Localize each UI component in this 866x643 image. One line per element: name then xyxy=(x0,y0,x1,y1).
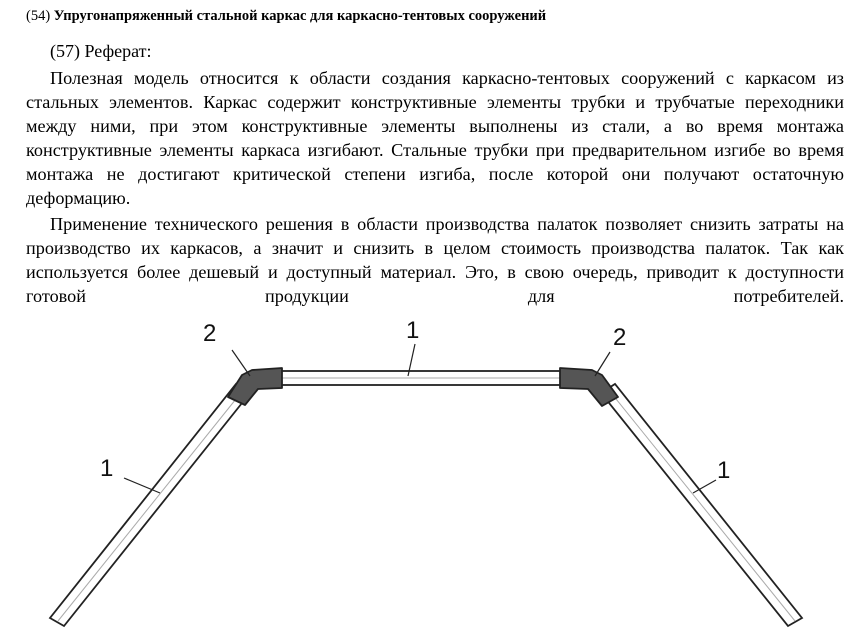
connector-right xyxy=(560,368,618,406)
label-connector-left: 2 xyxy=(203,320,217,347)
tube-left xyxy=(50,384,250,626)
header-title: Упругонапряженный стальной каркас для каркасно-тентовых сооружений xyxy=(53,8,547,24)
abstract-paragraph-1: Полезная модель относится к области создания каркасно-тентовых сооружений с каркасом из стальных элементов. Каркас содержит конструктивные элементы трубки и трубчатые переходники между ними, при этом конструктивные элементы выполнены из стали, а во время монтажа конструктивные элементы каркаса изгибают. Стальные трубки при предварительном изгибе во время монтажа не достигают критической степени изгиба, после которой они получают остаточную деформацию. xyxy=(26,68,844,208)
connector-left xyxy=(228,368,282,405)
label-tube-left: 1 xyxy=(100,455,114,482)
leader-connector-left xyxy=(232,350,250,376)
abstract-paragraph-2: Применение технического решения в области производства палаток позволяет снизить затраты на производство их каркасов, а значит и снизить в целом стоимость производства палаток. Так как используется более дешевый и доступный материал. Это, в свою очередь, приводит к доступности готовой продукции для потребителей. xyxy=(26,214,844,306)
tube-right xyxy=(601,384,802,626)
leader-connector-right xyxy=(595,352,610,376)
tube-top xyxy=(262,371,582,385)
header-code: (54) xyxy=(26,8,51,24)
label-tube-top: 1 xyxy=(406,317,420,344)
label-connector-right: 2 xyxy=(613,324,627,351)
label-tube-right: 1 xyxy=(717,457,731,484)
abstract-label: (57) Реферат: xyxy=(50,41,152,61)
